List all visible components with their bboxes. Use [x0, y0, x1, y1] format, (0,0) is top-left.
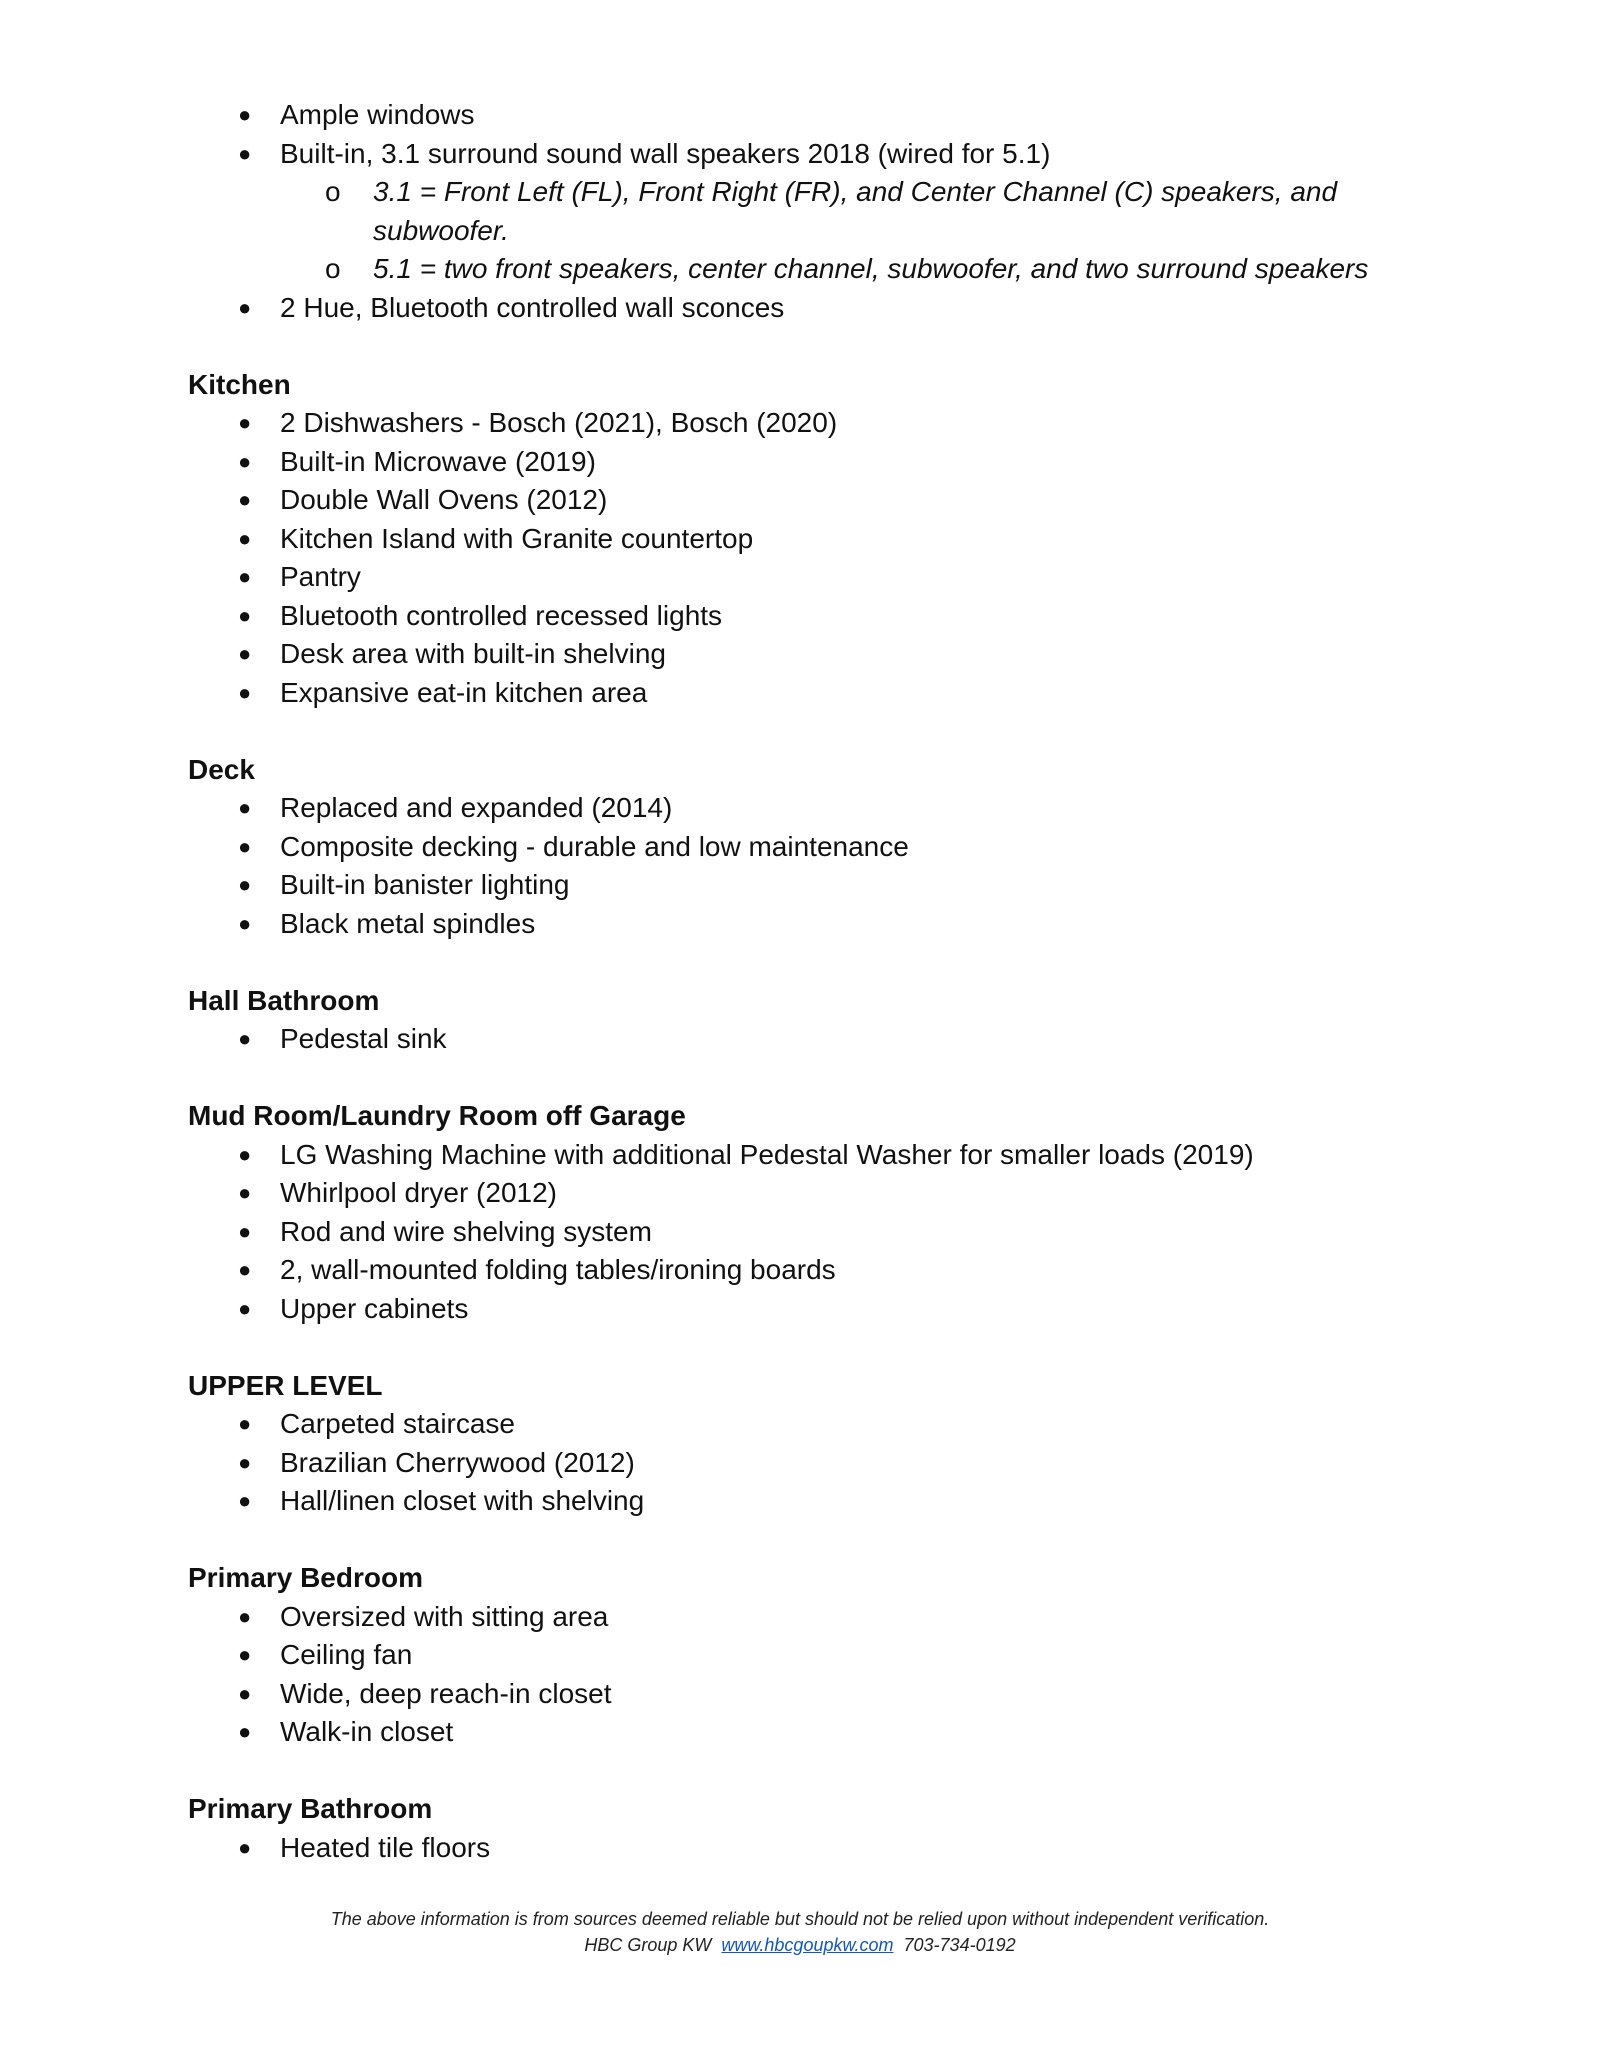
bullet-icon: ●	[238, 1680, 252, 1706]
list-item: ● Built-in Microwave (2019)	[188, 443, 1428, 482]
bullet-icon: ●	[238, 1719, 252, 1744]
bullet-icon: ●	[238, 1411, 252, 1436]
section-heading-hall-bathroom: Hall Bathroom	[188, 984, 380, 1016]
list-item: ● 2, wall-mounted folding tables/ironing boards	[188, 1251, 1428, 1290]
list-item: ● Replaced and expanded (2014)	[188, 789, 1428, 828]
list-item: ● 2 Hue, Bluetooth controlled wall sconces	[188, 289, 1428, 328]
list-item: ● Oversized with sitting area	[188, 1598, 1428, 1637]
section-heading-primary-bathroom: Primary Bathroom	[188, 1793, 433, 1824]
list-item: ● Heated tile floors	[188, 1829, 1428, 1868]
list-item: ● Kitchen Island with Granite countertop	[188, 520, 1428, 559]
bullet-icon: ●	[238, 410, 252, 435]
bullet-icon: ●	[238, 1295, 252, 1321]
upper-level-list	[188, 1405, 1428, 1521]
bullet-icon: ●	[238, 140, 252, 166]
bullet-icon: ●	[238, 1834, 252, 1860]
bullet-icon: ●	[238, 294, 252, 320]
section-heading-deck: Deck	[188, 753, 255, 785]
bullet-icon: ●	[238, 1026, 252, 1051]
bullet-icon: ●	[238, 525, 252, 551]
bullet-icon: ●	[238, 1218, 252, 1244]
sub-bullet-icon: o	[325, 253, 341, 284]
list-item: ● Carpeted staircase	[188, 1405, 1428, 1444]
list-item: ● Black metal spindles	[188, 905, 1428, 944]
bullet-icon: ●	[238, 795, 252, 820]
list-item: ● Wide, deep reach-in closet	[188, 1675, 1428, 1714]
bullet-icon: ●	[238, 833, 252, 859]
bullet-icon: ●	[238, 1180, 252, 1205]
list-item: ● Expansive eat-in kitchen area	[188, 674, 1428, 713]
list-item: ● Ample windows	[188, 96, 1428, 135]
list-item: ● Brazilian Cherrywood (2012)	[188, 1444, 1428, 1483]
bullet-icon: ●	[238, 1449, 252, 1475]
intro-list	[188, 96, 1428, 327]
bullet-icon: ●	[238, 448, 252, 474]
bullet-icon: ●	[238, 487, 252, 512]
bullet-icon: ●	[238, 1141, 252, 1167]
sub-list-item: o 3.1 = Front Left (FL), Front Right (FR), and Center Channel (C) speakers, and subwoofer.	[188, 173, 1428, 250]
bullet-icon: ●	[238, 1488, 252, 1513]
list-item: ● Double Wall Ovens (2012)	[188, 481, 1428, 520]
list-item: ● Bluetooth controlled recessed lights	[188, 597, 1428, 636]
list-item: ● Desk area with built-in shelving	[188, 635, 1428, 674]
bullet-icon: ●	[238, 910, 252, 936]
primary-bathroom-list	[188, 1829, 1428, 1868]
list-item: ● Rod and wire shelving system	[188, 1213, 1428, 1252]
website-link[interactable]: www.hbcgoupkw.com	[721, 1935, 894, 1955]
bullet-icon: ●	[238, 102, 252, 127]
hall-bathroom-list	[188, 1020, 1428, 1059]
list-item: ● Pedestal sink	[188, 1020, 1428, 1059]
section-heading-primary-bedroom: Primary Bedroom	[188, 1562, 423, 1593]
list-item: ● Whirlpool dryer (2012)	[188, 1174, 1428, 1213]
bullet-icon: ●	[238, 641, 252, 666]
bullet-icon: ●	[238, 564, 252, 589]
sub-bullet-icon: o	[325, 176, 341, 207]
list-item: ● LG Washing Machine with additional Pedestal Washer for smaller loads (2019)	[188, 1136, 1428, 1175]
list-item: ● Ceiling fan	[188, 1636, 1428, 1675]
list-item: ● Walk-in closet	[188, 1713, 1428, 1752]
bullet-icon: ●	[238, 679, 252, 705]
section-heading-mud-room: Mud Room/Laundry Room off Garage	[188, 1100, 686, 1131]
footer-contact	[0, 1932, 1600, 1958]
list-item: ● Pantry	[188, 558, 1428, 597]
list-item: ● Upper cabinets	[188, 1290, 1428, 1329]
section-heading-upper-level: UPPER LEVEL	[188, 1369, 383, 1401]
kitchen-list	[188, 404, 1428, 712]
bullet-icon: ●	[238, 1257, 252, 1282]
feature-list	[188, 96, 1428, 1867]
section-heading-kitchen: Kitchen	[188, 368, 291, 400]
mud-room-list	[188, 1136, 1428, 1329]
bullet-icon: ●	[238, 872, 252, 897]
company-name: HBC Group KW	[584, 1935, 712, 1955]
list-item: ● Built-in, 3.1 surround sound wall speakers 2018 (wired for 5.1)	[188, 135, 1428, 174]
bullet-icon: ●	[238, 1642, 252, 1667]
sub-list-item: o 5.1 = two front speakers, center channel, subwoofer, and two surround speakers	[188, 250, 1428, 289]
phone-number: 703-734-0192	[903, 1935, 1016, 1955]
bullet-icon: ●	[238, 602, 252, 628]
bullet-icon: ●	[238, 1603, 252, 1629]
list-item: ● Built-in banister lighting	[188, 866, 1428, 905]
list-item: ● 2 Dishwashers - Bosch (2021), Bosch (2020)	[188, 404, 1428, 443]
list-item: ● Composite decking - durable and low maintenance	[188, 828, 1428, 867]
list-item: ● Hall/linen closet with shelving	[188, 1482, 1428, 1521]
deck-list	[188, 789, 1428, 943]
footer-disclaimer: The above information is from sources deemed reliable but should not be relied upon without independent verification.	[330, 1909, 1270, 1929]
primary-bedroom-list	[188, 1598, 1428, 1752]
